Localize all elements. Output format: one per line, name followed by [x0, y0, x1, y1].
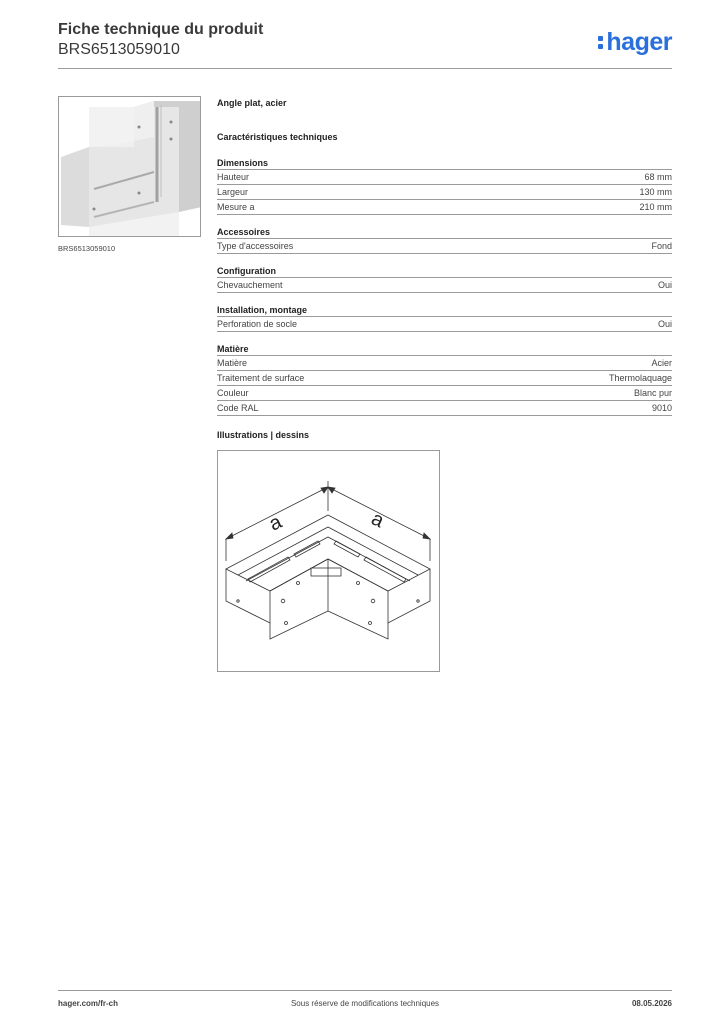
footer-divider	[58, 990, 672, 991]
tech-heading: Caractéristiques techniques	[217, 132, 338, 142]
spec-label: Matière	[217, 358, 248, 368]
header-divider	[58, 68, 672, 69]
spec-row	[217, 356, 672, 371]
angle-drawing-icon	[218, 451, 439, 671]
spec-row	[217, 278, 672, 293]
spec-group-accessoires	[217, 225, 672, 254]
spec-value: Thermolaquage	[608, 373, 672, 383]
spec-group-configuration	[217, 264, 672, 293]
hager-logo	[598, 28, 672, 56]
spec-sheet	[217, 96, 672, 426]
spec-value: 9010	[651, 403, 672, 413]
group-title: Accessoires	[217, 225, 672, 239]
spec-label: Hauteur	[217, 172, 250, 182]
spec-group-installation	[217, 303, 672, 332]
product-image	[58, 96, 201, 237]
product-image-caption: BRS6513059010	[58, 244, 116, 253]
spec-group-dimensions	[217, 156, 672, 215]
product-reference: BRS6513059010	[58, 41, 180, 58]
footer-notice: Sous réserve de modifications techniques	[290, 999, 440, 1008]
spec-label: Chevauchement	[217, 280, 283, 290]
spec-label: Code RAL	[217, 403, 259, 413]
spec-label: Mesure a	[217, 202, 255, 212]
logo-dots-icon	[598, 32, 604, 52]
page-title: Fiche technique du produit	[58, 21, 264, 38]
footer-date: 08.05.2026	[631, 999, 672, 1008]
spec-value: 210 mm	[639, 202, 672, 212]
spec-label: Type d'accessoires	[217, 241, 294, 251]
spec-value: Oui	[657, 319, 672, 329]
spec-label: Traitement de surface	[217, 373, 305, 383]
product-photo-icon	[59, 97, 201, 237]
technical-drawing	[217, 450, 440, 672]
spec-row	[217, 401, 672, 416]
group-title: Dimensions	[217, 156, 672, 170]
product-name: Angle plat, acier	[217, 98, 287, 108]
spec-row	[217, 371, 672, 386]
spec-value: 130 mm	[639, 187, 672, 197]
spec-row	[217, 386, 672, 401]
group-title: Configuration	[217, 264, 672, 278]
spec-value: Acier	[651, 358, 672, 368]
spec-value: Oui	[657, 280, 672, 290]
spec-group-matiere	[217, 342, 672, 416]
spec-row	[217, 317, 672, 332]
spec-row	[217, 170, 672, 185]
spec-label: Perforation de socle	[217, 319, 298, 329]
spec-row	[217, 200, 672, 215]
illustrations-heading: Illustrations | dessins	[217, 430, 310, 440]
spec-row	[217, 239, 672, 254]
logo-text: hager	[606, 28, 672, 56]
spec-value: Fond	[651, 241, 672, 251]
dimension-label-right: a	[367, 507, 388, 533]
group-title: Installation, montage	[217, 303, 672, 317]
group-title: Matière	[217, 342, 672, 356]
footer-website-link[interactable]: hager.com/fr-ch	[58, 999, 119, 1008]
page-header	[58, 20, 672, 70]
spec-value: 68 mm	[644, 172, 672, 182]
spec-label: Couleur	[217, 388, 249, 398]
dimension-label-left: a	[265, 510, 286, 536]
spec-row	[217, 185, 672, 200]
spec-label: Largeur	[217, 187, 249, 197]
spec-value: Blanc pur	[633, 388, 672, 398]
